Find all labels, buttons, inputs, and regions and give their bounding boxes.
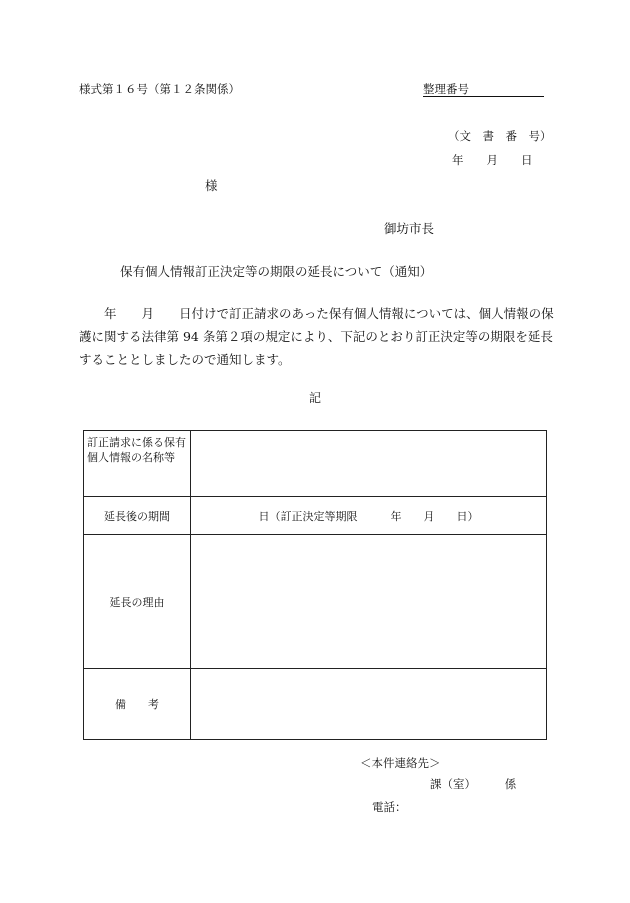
table-row (84, 535, 547, 669)
row1-value (191, 431, 547, 497)
row2-label: 延長後の期間 (84, 497, 191, 535)
management-number (423, 81, 544, 97)
form-number: 様式第１６号（第１２条関係） (79, 82, 240, 96)
management-number-label: 整理番号 (423, 82, 469, 96)
document-number: （文 書 番 号） (448, 129, 552, 143)
contact-heading: ＜本件連絡先＞ (360, 756, 441, 770)
table-row (84, 497, 547, 535)
document-title: 保有個人情報訂正決定等の期限の延長について（通知） (120, 264, 433, 279)
sender: 御坊市長 (384, 221, 435, 236)
row4-value (191, 669, 547, 740)
body-paragraph: 年 月 日付けで訂正請求のあった保有個人情報については、個人情報の保護に関する法律第 94 条第２項の規定により、下記のとおり訂正決定等の期限を延長することとしましたので通知します。 (79, 306, 554, 367)
addressee-suffix: 様 (205, 178, 218, 193)
row4-label: 備 考 (84, 669, 191, 740)
table-row (84, 431, 547, 497)
date-line: 年 月 日 (452, 153, 533, 167)
row3-label: 延長の理由 (84, 535, 191, 669)
management-number-blank (469, 84, 544, 97)
contact-phone: 電話： (372, 800, 407, 814)
row1-label: 訂正請求に係る保有個人情報の名称等 (84, 431, 191, 497)
ki-heading: 記 (309, 391, 322, 405)
details-table (83, 430, 547, 740)
row3-value (191, 535, 547, 669)
table-row (84, 669, 547, 740)
row2-value: 日（訂正決定等期限 年 月 日） (191, 497, 547, 535)
contact-section: 課（室） 係 (430, 777, 517, 791)
